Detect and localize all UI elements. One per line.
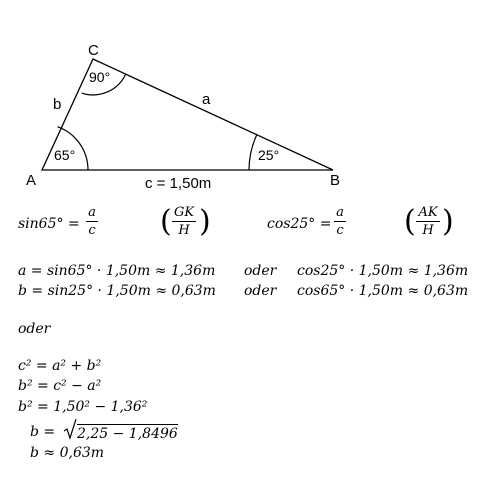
angle-arc-b [249, 135, 257, 170]
formula-b-right: cos65° · 1,50m ≈ 0,63m [297, 283, 469, 299]
oder-label-3: oder [18, 321, 51, 337]
oder-label-1: oder [244, 263, 277, 279]
pythagoras-line-4-lhs: b = [30, 424, 56, 440]
pythagoras-line-3: b² = 1,50² − 1,36² [18, 399, 148, 415]
side-label-b: b [53, 96, 62, 113]
triangle-outline [42, 59, 333, 170]
sin65-lhs: sin65° = [18, 216, 80, 232]
angle-label-b: 25° [258, 147, 280, 163]
oder-label-2: oder [244, 283, 277, 299]
angle-label-c: 90° [89, 69, 111, 85]
gk-denominator: H [178, 223, 190, 238]
ak-denominator: H [422, 223, 434, 238]
ak-numerator: AK [418, 205, 438, 220]
sqrt-sign-icon [63, 418, 77, 440]
pythagoras-line-2: b² = c² − a² [18, 378, 102, 394]
cos25-denominator: c [336, 223, 344, 238]
gk-paren-right: ) [199, 204, 211, 239]
vertex-label-c: C [88, 42, 99, 59]
triangle-diagram [0, 0, 492, 200]
gk-fraction [172, 205, 196, 238]
formula-b-left: b = sin25° · 1,50m ≈ 0,63m [18, 283, 216, 299]
sin65-fraction [86, 205, 98, 238]
side-label-c: c = 1,50m [145, 175, 212, 192]
ak-paren-left: ( [404, 204, 416, 239]
pythagoras-radicand: 2,25 − 1,8496 [77, 426, 178, 442]
sin65-denominator: c [88, 223, 96, 238]
vertex-label-a: A [26, 172, 37, 189]
cos25-lhs: cos25° = [267, 216, 332, 232]
gk-numerator: GK [173, 205, 195, 220]
formula-a-left: a = sin65° · 1,50m ≈ 1,36m [18, 263, 216, 279]
vertex-label-b: B [330, 172, 341, 189]
pythagoras-line-5: b ≈ 0,63m [30, 445, 105, 461]
formula-a-right: cos25° · 1,50m ≈ 1,36m [297, 263, 469, 279]
ak-fraction [416, 205, 440, 238]
cos25-numerator: a [336, 205, 344, 220]
pythagoras-line-1: c² = a² + b² [18, 358, 102, 374]
side-label-a: a [202, 91, 211, 108]
gk-paren-left: ( [160, 204, 172, 239]
sin65-numerator: a [88, 205, 96, 220]
cos25-fraction [334, 205, 346, 238]
ak-paren-right: ) [442, 204, 454, 239]
angle-label-a: 65° [54, 147, 76, 163]
